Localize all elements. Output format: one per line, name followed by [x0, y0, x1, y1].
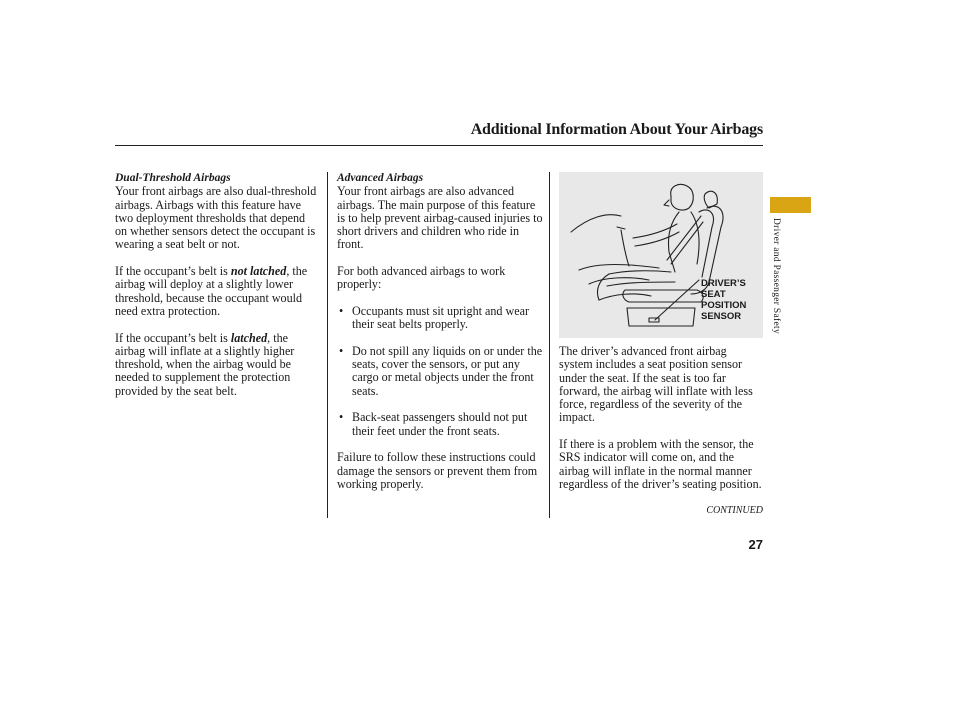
bullet-item: • Back-seat passengers should not put their feet under the front seats.	[339, 410, 528, 438]
column-divider	[549, 172, 550, 518]
column-advanced-airbags	[337, 172, 545, 504]
paragraph: If there is a problem with the sensor, the SRS indicator will come on, and the airbag will inflate in the normal manner regardless of the driver’s seating position.	[559, 437, 762, 491]
section-tab-label: Driver and Passenger Safety	[771, 218, 781, 334]
page-number: 27	[748, 537, 763, 552]
section-tab-marker	[770, 197, 811, 213]
seat-sensor-label: DRIVER’S SEAT POSITION SENSOR	[701, 278, 747, 322]
column-seat-sensor-text	[559, 345, 763, 505]
bullet-icon: •	[339, 410, 344, 425]
section-heading-dual-threshold: Dual-Threshold Airbags	[115, 172, 231, 184]
bullet-item: • Occupants must sit upright and wear their seat belts properly.	[339, 303, 530, 332]
page-title: Additional Information About Your Airbags	[470, 121, 763, 138]
section-heading-advanced-airbags: Advanced Airbags	[337, 172, 424, 184]
emphasis-not-latched: not latched	[230, 264, 287, 279]
paragraph: Failure to follow these instructions could damage the sensors or prevent them from working properly.	[337, 450, 538, 491]
column-divider	[327, 172, 328, 518]
column-dual-threshold	[115, 172, 320, 411]
paragraph: The driver’s advanced front airbag system includes a seat position sensor under the seat. If the seat is too far forward, the airbag will inflate with less force, regardless of the severity of the impact.	[559, 344, 753, 425]
paragraph: If the occupant’s belt is not latched, the airbag will deploy at a slightly lower threshold, because the occupant would need extra protection.	[115, 264, 308, 318]
paragraph: If the occupant’s belt is latched, the airbag will inflate at a slightly higher threshold, when the airbag would be needed to supplement the protection provided by the seat belt.	[115, 330, 295, 398]
bullet-item: • Do not spill any liquids on or under the seats, cover the sensors, or put any cargo or metal objects under the front seats.	[339, 343, 543, 398]
paragraph: For both advanced airbags to work properly:	[337, 264, 506, 292]
bullet-icon: •	[339, 303, 344, 318]
bullet-icon: •	[339, 343, 344, 358]
seat-sensor-illustration	[559, 172, 763, 338]
paragraph: Your front airbags are also advanced airbags. The main purpose of this feature is to help prevent airbag-caused injuries to short drivers and children who ride in front.	[337, 184, 543, 252]
continued-label: CONTINUED	[706, 505, 763, 516]
paragraph: Your front airbags are also dual-threshold airbags. Airbags with this feature have two deployment thresholds that depend on whether sensors detect the occupant is wearing a seat belt or not.	[115, 184, 317, 252]
title-rule	[115, 145, 763, 146]
emphasis-latched: latched	[230, 330, 268, 345]
